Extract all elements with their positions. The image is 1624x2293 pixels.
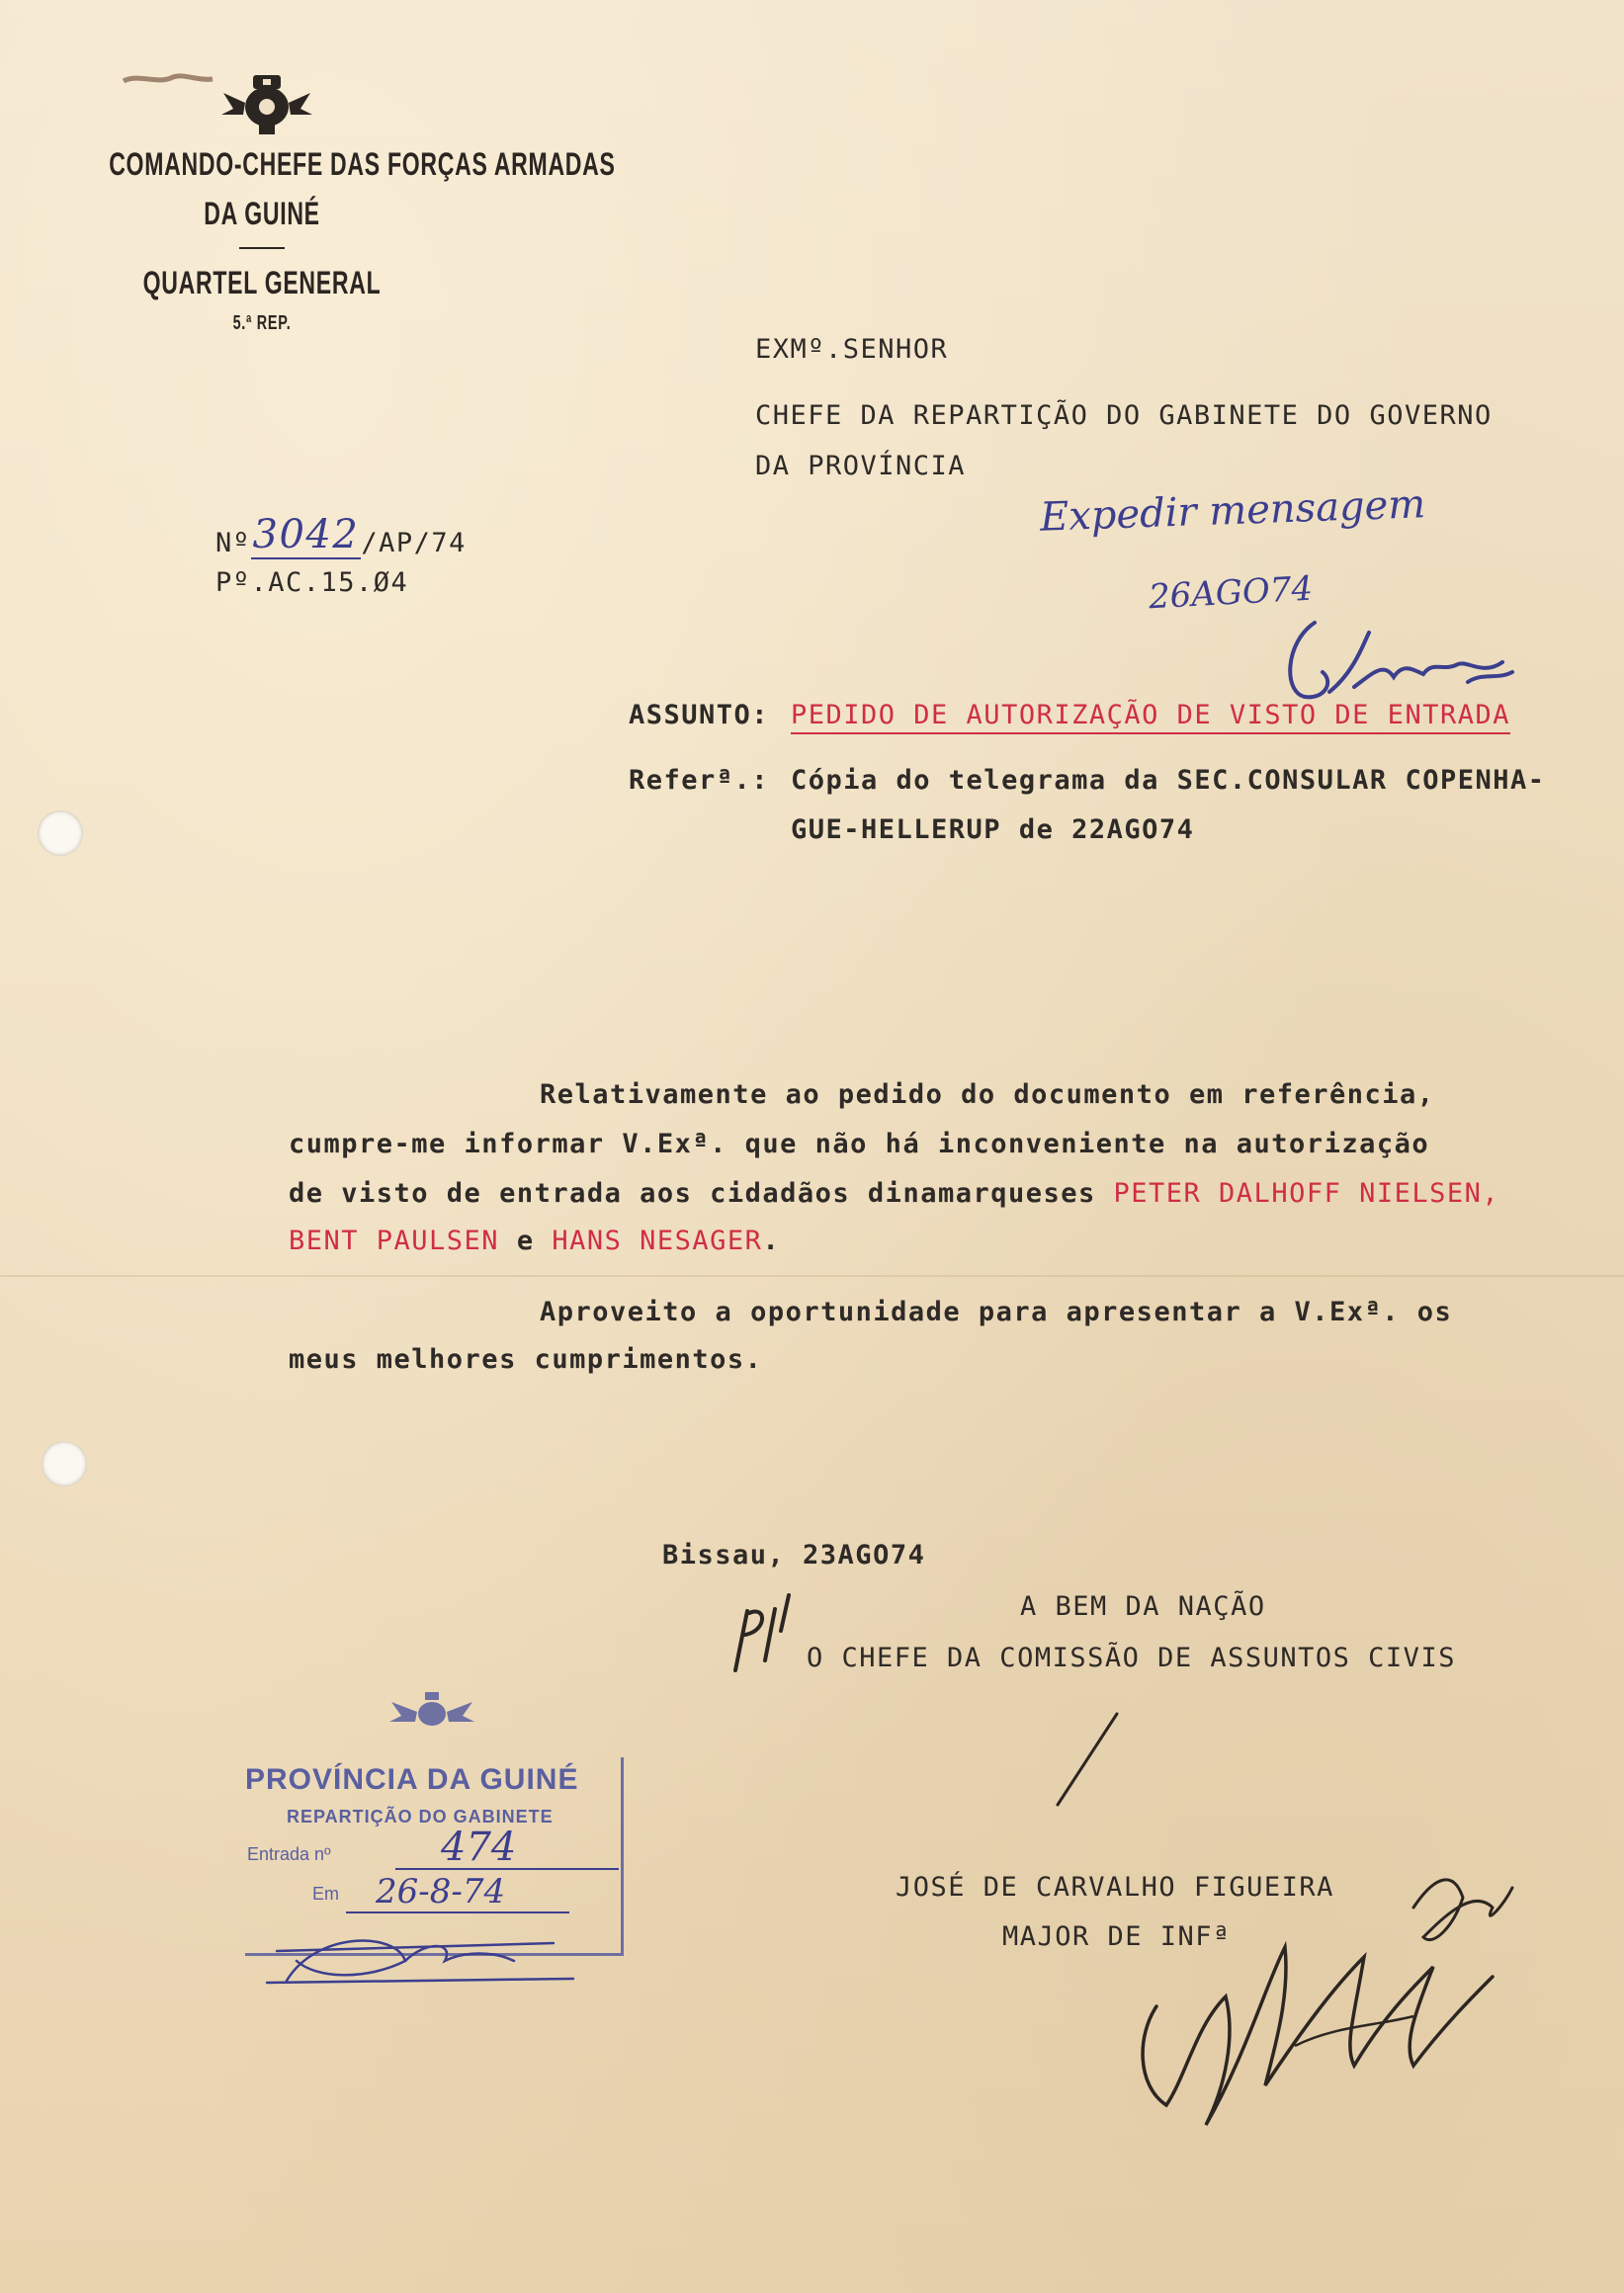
handwritten-annotation: Expedir mensagem — [1039, 481, 1426, 541]
stamp-line-2: REPARTIÇÃO DO GABINETE — [287, 1807, 554, 1826]
ink-smudge — [119, 67, 217, 97]
process-number: Pº.AC.15.Ø4 — [215, 567, 409, 598]
body-p2-line-2: meus melhores cumprimentos. — [289, 1344, 763, 1375]
handwritten-signature — [1117, 1828, 1532, 2155]
reference-prefix: Nº — [215, 528, 251, 558]
signatory-name: JOSÉ DE CARVALHO FIGUEIRA — [896, 1872, 1334, 1903]
signatory-rank: MAJOR DE INFª — [1002, 1921, 1231, 1952]
reference-suffix: /AP/74 — [361, 528, 467, 558]
body-p2-line-1: Aproveito a oportunidade para apresentar a V.Exª. os — [540, 1297, 1453, 1327]
body-p1-end: . — [762, 1226, 781, 1256]
coat-of-arms-icon — [217, 69, 316, 138]
body-p1-line-3-text: de visto de entrada aos cidadãos dinamarqueses — [289, 1178, 1114, 1209]
reference-line-1: Cópia do telegrama da SEC.CONSULAR COPENHA- — [791, 765, 1546, 796]
reference-number-handwritten: 3042 — [252, 512, 360, 557]
subject-label: ASSUNTO: — [629, 700, 770, 730]
stamp-entry-number: 474 — [441, 1825, 517, 1870]
stamp-line-1: PROVÍNCIA DA GUINÉ — [245, 1763, 579, 1796]
stamp-entry-label: Entrada nº — [247, 1844, 331, 1864]
stamp-date-label: Em — [312, 1884, 339, 1904]
stamp-date: 26-8-74 — [376, 1872, 506, 1911]
stamp-emblem-icon — [387, 1686, 476, 1736]
letterhead-line-4: 5.ª REP. — [232, 312, 292, 334]
closing-title: O CHEFE DA COMISSÃO DE ASSUNTOS CIVIS — [807, 1643, 1456, 1673]
punch-hole-bottom — [42, 1441, 87, 1486]
handwritten-po-mark — [727, 1591, 807, 1680]
letterhead-line-1: COMANDO-CHEFE DAS FORÇAS ARMADAS — [109, 146, 616, 182]
reference-label: Referª.: — [629, 765, 770, 796]
stamp-initials — [257, 1921, 573, 1991]
punch-hole-top — [38, 810, 83, 856]
body-p1-line-1: Relativamente ao pedido do documento em referência, — [540, 1079, 1435, 1110]
stamp-date-underline — [346, 1911, 569, 1913]
body-p1-line-2: cumpre-me informar V.Exª. que não há inconveniente na autorização — [289, 1129, 1430, 1159]
closing-motto: A BEM DA NAÇÃO — [1020, 1591, 1266, 1622]
reference-line-2: GUE-HELLERUP de 22AGO74 — [791, 814, 1195, 845]
citizen-name-2: BENT PAULSEN — [289, 1226, 500, 1256]
addressee-line-2: DA PROVÍNCIA — [755, 451, 967, 481]
handwritten-initials — [1275, 603, 1552, 712]
reference-number — [215, 512, 467, 561]
place-date: Bissau, 23AGO74 — [662, 1540, 926, 1571]
paper-fold — [0, 1275, 1624, 1277]
citizen-name-3: HANS NESAGER — [552, 1226, 763, 1256]
letterhead-line-3: QUARTEL GENERAL — [142, 265, 382, 300]
body-p1-line-3 — [289, 1178, 1499, 1209]
letterhead-line-2: DA GUINÉ — [204, 196, 320, 231]
body-and: e — [499, 1226, 553, 1256]
citizen-name-1: PETER DALHOFF NIELSEN, — [1113, 1178, 1500, 1209]
addressee-salutation: EXMº.SENHOR — [755, 334, 949, 365]
subject-text: PEDIDO DE AUTORIZAÇÃO DE VISTO DE ENTRADA — [791, 700, 1510, 734]
addressee-line-1: CHEFE DA REPARTIÇÃO DO GABINETE DO GOVERNO — [755, 400, 1493, 431]
signature-slash — [1048, 1706, 1127, 1815]
body-p1-line-4 — [289, 1226, 780, 1256]
letterhead-divider — [239, 247, 285, 249]
handwritten-annotation-date: 26AGO74 — [1148, 568, 1315, 618]
